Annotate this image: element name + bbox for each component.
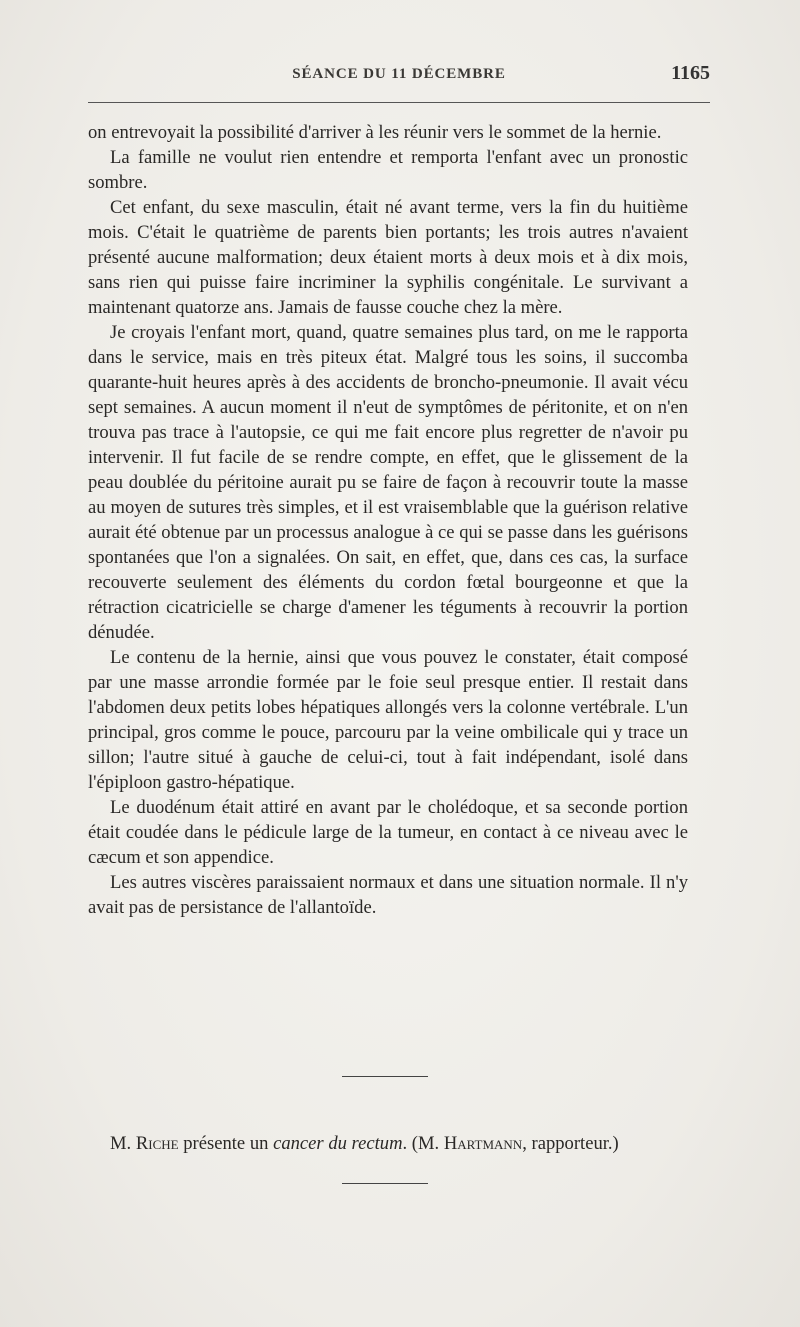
notice-prefix: M.: [110, 1132, 136, 1154]
case-title: cancer du rectum: [273, 1132, 403, 1154]
section-divider: [342, 1183, 428, 1184]
header-rule: [88, 102, 710, 103]
presentation-notice: [88, 1131, 688, 1156]
paragraph: Le duodénum était attiré en avant par le cholédoque, et sa seconde portion était coudée dans le pédicule large de la tumeur, en contact à ce niveau avec le cæcum et son appendice.: [88, 797, 688, 868]
body-text: [88, 120, 688, 920]
paragraph: Le contenu de la hernie, ainsi que vous pouvez le constater, était composé par une masse arrondie formée par le foie seul presque entier. Il restait dans l'abdomen deux petits lobes hépatiques allongés vers la colonne vertébrale. L'un principal, gros comme le pouce, parcouru par la veine ombilicale qui y trace un sillon; l'autre situé à gauche de celui-ci, tout à fait indépendant, isolé dans l'épiploon gastro-hépatique.: [88, 647, 688, 793]
paragraph: Je croyais l'enfant mort, quand, quatre semaines plus tard, on me le rapporta dans le service, mais en très piteux état. Malgré tous les soins, il succomba quarante-huit heures après à des accidents de broncho-pneumonie. Il avait vécu sept semaines. A aucun moment il n'eut de symptômes de péritonite, et on n'en trouva pas trace à l'autopsie, ce qui me fait encore plus regretter de n'avoir pu intervenir. Il fut facile de se rendre compte, en effet, que le glissement de la peau doublée du péritoine aurait pu se faire de façon à recouvrir toute la masse au moyen de sutures très simples, et il est vraisemblable que la guérison relative aurait été obtenue par un processus analogue à ce qui se passe dans les guérisons spontanées que l'on a signalées. On sait, en effet, que, dans ces cas, la surface recouverte seulement des éléments du cordon fœtal bourgeonne et que la rétraction cicatricielle se charge d'amener les téguments à recouvrir la portion dénudée.: [88, 322, 688, 643]
paragraph: Cet enfant, du sexe masculin, était né avant terme, vers la fin du huitième mois. C'était le quatrième de parents bien portants; les trois autres n'avaient présenté aucune malformation; deux étaient morts à deux mois et à dix mois, sans rien qui puisse faire incriminer la syphilis congénitale. Le survivant a maintenant quatorze ans. Jamais de fausse couche chez la mère.: [88, 197, 688, 318]
running-title: SÉANCE DU 11 DÉCEMBRE: [292, 66, 506, 82]
notice-mid2: . (M.: [402, 1132, 444, 1154]
page-number: 1165: [671, 62, 710, 84]
paragraph: La famille ne voulut rien entendre et remporta l'enfant avec un pronostic sombre.: [88, 147, 688, 193]
notice-suffix: , rapporteur.): [522, 1132, 619, 1154]
paragraph: on entrevoyait la possibilité d'arriver à les réunir vers le sommet de la hernie.: [88, 122, 662, 143]
notice-middle: présente un: [178, 1132, 274, 1154]
section-divider: [342, 1076, 428, 1077]
rapporteur-name: Hartmann: [443, 1132, 523, 1154]
presenter-name: Riche: [135, 1132, 179, 1154]
paragraph: Les autres viscères paraissaient normaux et dans une situation normale. Il n'y avait pas de persistance de l'allantoïde.: [88, 872, 688, 918]
running-head: [88, 60, 710, 100]
